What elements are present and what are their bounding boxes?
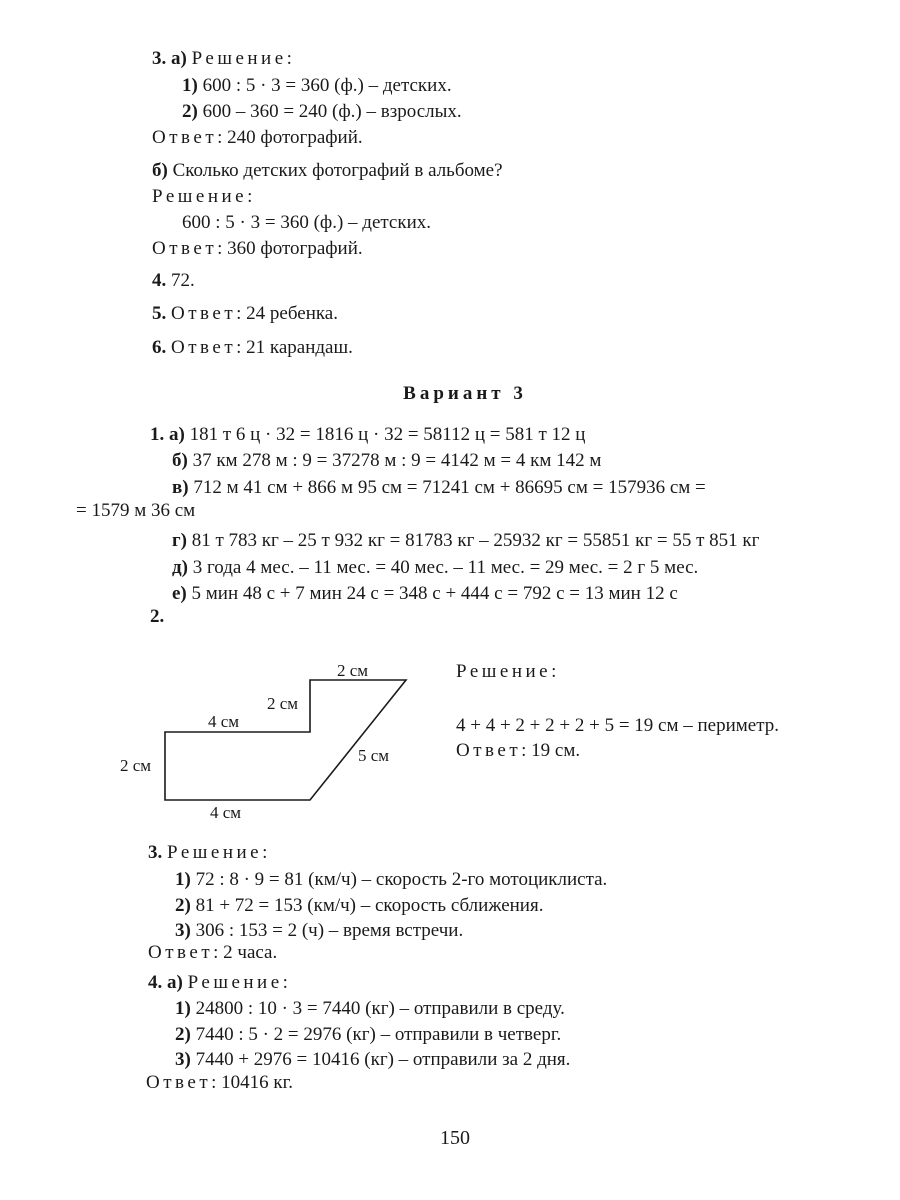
v3-task1-b: [172, 450, 601, 472]
step-text: 72 : 8 · 9 = 81 (км/ч) – скорость 2-го мотоциклиста.: [195, 869, 608, 890]
v3-task2-answer: Ответ: 19 см.: [456, 740, 581, 761]
v3-task1-d: [172, 530, 759, 552]
v3-task2-number: [150, 606, 164, 628]
answer-word: Ответ: [146, 1072, 212, 1093]
task-number: 3.: [148, 842, 163, 863]
answer-word: Ответ: [148, 942, 214, 963]
page-number: 150: [440, 1127, 470, 1149]
equation-text: 181 т 6 ц · 32 = 1816 ц · 32 = 58112 ц = 581 т 12 ц: [189, 424, 586, 445]
v3-task3-step-1: [175, 869, 607, 891]
step-number: 1): [175, 869, 191, 890]
solution-word: Решение: [456, 661, 552, 682]
step-number: 1): [175, 998, 191, 1019]
label-bottom: 4 см: [210, 803, 242, 822]
answer-word: Ответ: [456, 740, 522, 761]
task-number: 6.: [152, 337, 167, 358]
answer-word: Ответ: [152, 238, 218, 259]
solution-word: Решение: [187, 972, 283, 993]
v3-task1-c-continued: = 1579 м 36 см: [76, 500, 196, 521]
answer-text: 72.: [171, 270, 195, 291]
answer-text: 360 фотографий.: [227, 238, 363, 259]
question-text: Сколько детских фотографий в альбоме?: [172, 160, 503, 181]
answer-word: Ответ: [152, 127, 218, 148]
step-text: 7440 : 5 · 2 = 2976 (кг) – отправили в четверг.: [195, 1024, 562, 1045]
subtask-label: б): [152, 160, 168, 181]
label-slant: 5 см: [358, 746, 390, 765]
step-text: 600 – 360 = 240 (ф.) – взрослых.: [202, 101, 462, 122]
v3-task4-step-3: [175, 1049, 570, 1071]
task6: 6. Ответ: 21 карандаш.: [152, 337, 353, 358]
equation-text: 37 км 278 м : 9 = 37278 м : 9 = 4142 м = 4 км 142 м: [192, 450, 602, 471]
subtask-label: г): [172, 530, 187, 551]
v3-task1-a: [150, 424, 585, 446]
answer-text: 2 часа.: [223, 942, 278, 963]
task3-b-solution: Решение:: [152, 186, 253, 207]
v3-task3-step-2: [175, 895, 543, 917]
polygon-figure: [100, 650, 430, 830]
task-number: 1.: [150, 424, 165, 445]
v3-task4-heading: 4. а) Решение:: [148, 972, 288, 993]
task3-heading: 3. а) Решение:: [152, 48, 292, 69]
task3-b-answer: Ответ: 360 фотографий.: [152, 238, 363, 259]
v3-task4-step-2: [175, 1024, 561, 1046]
solution-word: Решение: [191, 48, 287, 69]
task5: 5. Ответ: 24 ребенка.: [152, 303, 338, 324]
answer-text: 21 карандаш.: [246, 337, 353, 358]
task-number: 2.: [150, 606, 165, 627]
step-number: 1): [182, 75, 198, 96]
subtask-label: а): [167, 972, 183, 993]
step-number: 2): [175, 895, 191, 916]
equation-text: 5 мин 48 с + 7 мин 24 с = 348 с + 444 с = 792 с = 13 мин 12 с: [191, 583, 678, 604]
step-number: 2): [182, 101, 198, 122]
subtask-label: а): [171, 48, 187, 69]
solution-word: Решение: [167, 842, 263, 863]
v3-task4-step-1: [175, 998, 565, 1020]
equation-text: 3 года 4 мес. – 11 мес. = 40 мес. – 11 мес. = 29 мес. = 2 г 5 мес.: [192, 557, 699, 578]
step-number: 3): [175, 1049, 191, 1070]
label-top: 2 см: [337, 661, 369, 680]
task3-step-2: [182, 101, 462, 123]
step-text: 600 : 5 · 3 = 360 (ф.) – детских.: [182, 212, 432, 233]
task-number: 3.: [152, 48, 167, 69]
step-number: 2): [175, 1024, 191, 1045]
v3-task1-e: [172, 557, 698, 579]
subtask-label: в): [172, 477, 189, 498]
answer-word: Ответ: [171, 337, 237, 358]
step-text: 600 : 5 · 3 = 360 (ф.) – детских.: [202, 75, 452, 96]
step-text: 81 + 72 = 153 (км/ч) – скорость сближения.: [195, 895, 544, 916]
task3-step-1: [182, 75, 452, 97]
step-text: 24800 : 10 · 3 = 7440 (кг) – отправили в среду.: [195, 998, 565, 1019]
variant-title: Вариант 3: [403, 383, 527, 404]
equation-text: 81 т 783 кг – 25 т 932 кг = 81783 кг – 25932 кг = 55851 кг = 55 т 851 кг: [191, 530, 760, 551]
answer-text: 240 фотографий.: [227, 127, 363, 148]
subtask-label: е): [172, 583, 187, 604]
label-left: 2 см: [120, 756, 152, 775]
subtask-label: д): [172, 557, 188, 578]
v3-task1-c: [172, 477, 706, 499]
task-number: 4.: [152, 270, 167, 291]
task3-b-step: [182, 212, 431, 234]
v3-task1-f: [172, 583, 678, 605]
equation-text: 712 м 41 см + 866 м 95 см = 71241 см + 86695 см = 157936 см =: [193, 477, 706, 498]
v3-task3-heading: 3. Решение:: [148, 842, 268, 863]
task4: [152, 270, 195, 292]
step-text: 306 : 153 = 2 (ч) – время встречи.: [195, 920, 464, 941]
answer-word: Ответ: [171, 303, 237, 324]
v3-task3-answer: Ответ: 2 часа.: [148, 942, 278, 963]
v3-task2-solution: 4 + 4 + 2 + 2 + 2 + 5 = 19 см – периметр.: [456, 715, 780, 736]
task-number: 5.: [152, 303, 167, 324]
v3-task3-step-3: [175, 920, 463, 942]
solution-word: Решение: [152, 186, 248, 207]
task3-b-question: [152, 160, 503, 182]
subtask-label: б): [172, 450, 188, 471]
answer-text: 24 ребенка.: [246, 303, 338, 324]
label-upper-left: 4 см: [208, 712, 240, 731]
answer-text: 19 см.: [531, 740, 581, 761]
step-text: 7440 + 2976 = 10416 (кг) – отправили за 2 дня.: [195, 1049, 571, 1070]
answer-text: 10416 кг.: [221, 1072, 294, 1093]
subtask-label: а): [169, 424, 185, 445]
v3-task4-answer: Ответ: 10416 кг.: [146, 1072, 294, 1093]
step-number: 3): [175, 920, 191, 941]
v3-task2-solution-heading: Решение:: [456, 661, 557, 682]
task-number: 4.: [148, 972, 163, 993]
label-step-vertical: 2 см: [267, 694, 299, 713]
task3-answer: Ответ: 240 фотографий.: [152, 127, 363, 148]
